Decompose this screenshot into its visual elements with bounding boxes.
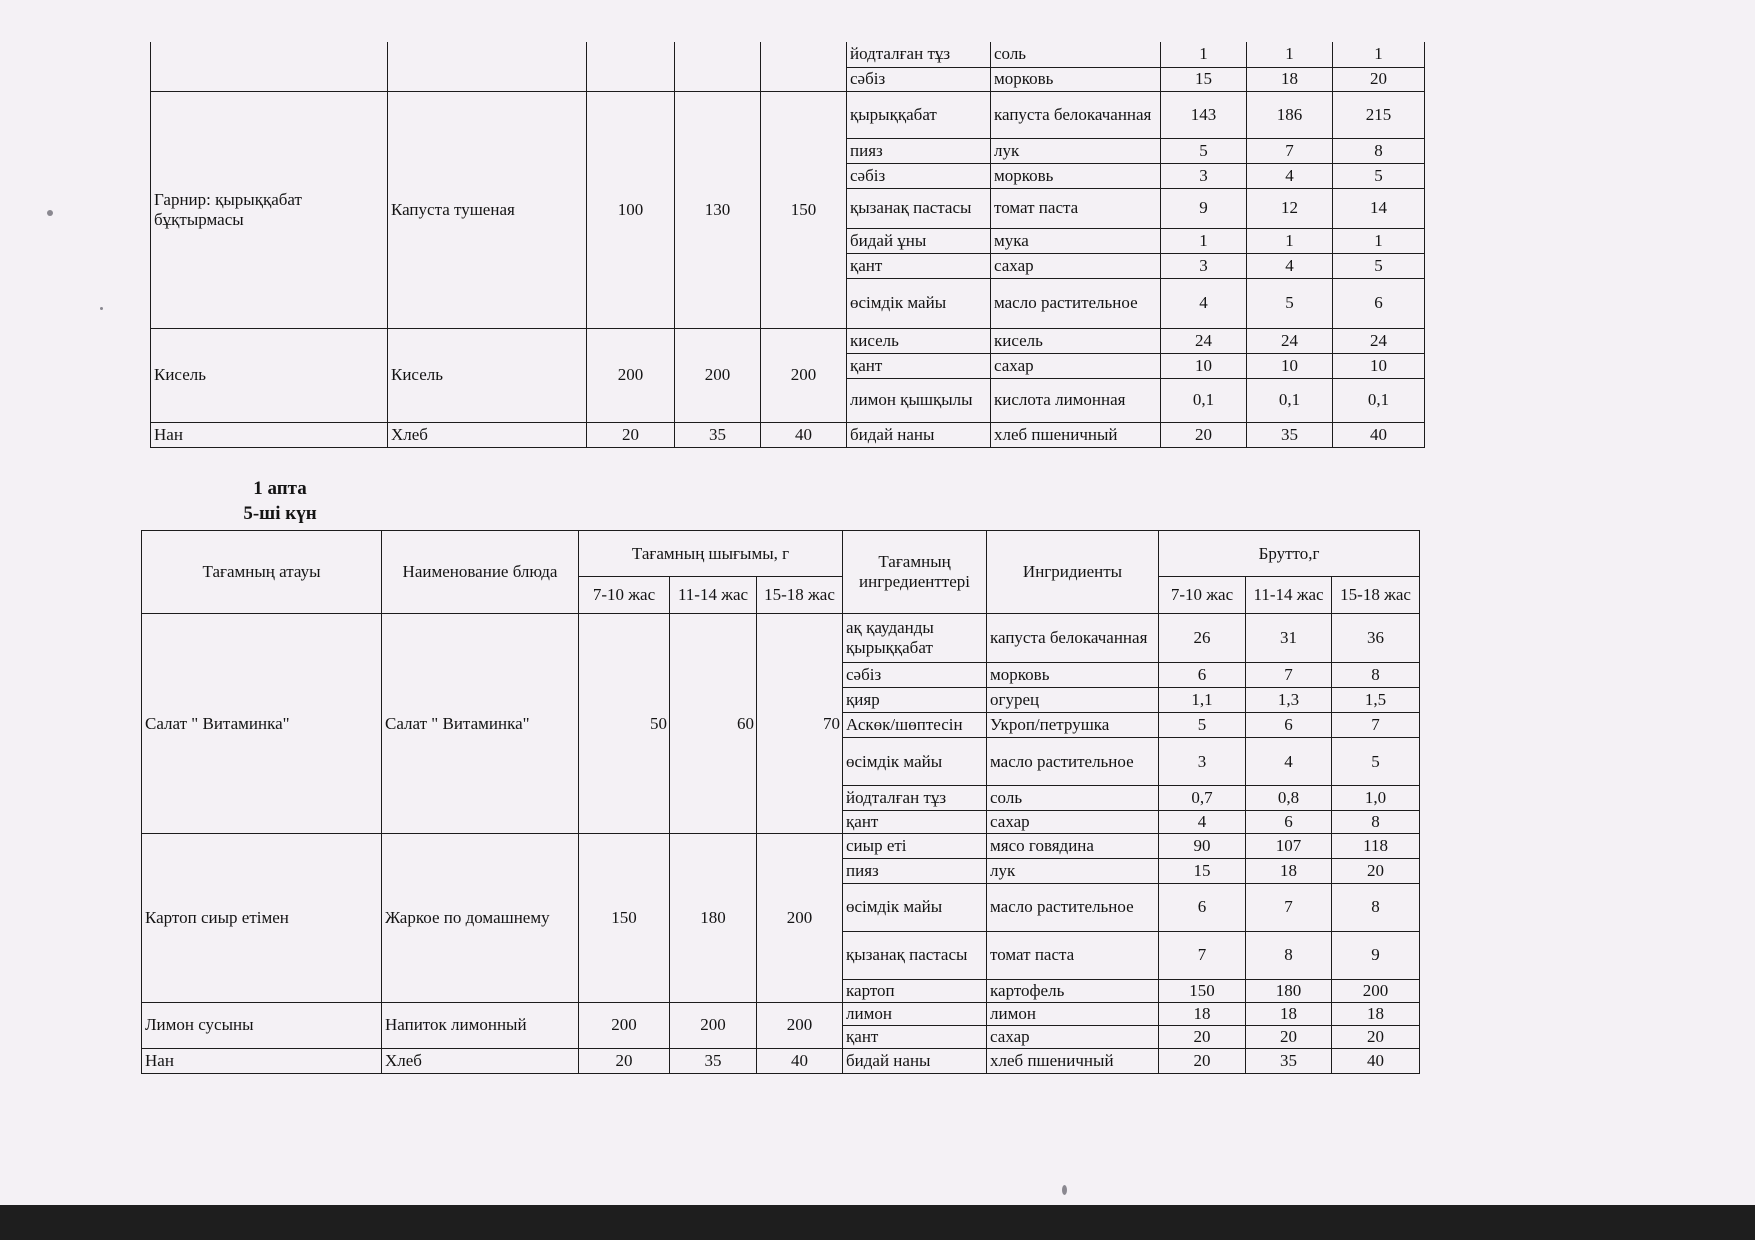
brutto-11-14: 186 — [1247, 91, 1333, 138]
output-7-10 — [587, 42, 675, 91]
brutto-15-18: 20 — [1332, 858, 1420, 883]
week-caption: 1 апта — [253, 478, 307, 499]
dish-name-ru: Хлеб — [382, 1048, 579, 1073]
header-output-age-11-14: 11-14 жас — [670, 577, 757, 614]
brutto-11-14: 7 — [1247, 138, 1333, 163]
brutto-7-10: 5 — [1161, 138, 1247, 163]
ingredient-kz: лимон қышқылы — [847, 378, 991, 422]
ingredient-ru: мясо говядина — [987, 833, 1159, 858]
table-row — [142, 833, 1420, 858]
ingredient-ru: морковь — [991, 163, 1161, 188]
brutto-7-10: 10 — [1161, 353, 1247, 378]
header-brutto-age-7-10: 7-10 жас — [1159, 577, 1246, 614]
brutto-15-18: 1,5 — [1332, 688, 1420, 713]
brutto-7-10: 7 — [1159, 931, 1246, 979]
ingredient-ru: лимон — [987, 1002, 1159, 1025]
brutto-15-18: 40 — [1332, 1048, 1420, 1073]
ingredient-kz: қияр — [843, 688, 987, 713]
ingredient-ru: сахар — [991, 253, 1161, 278]
brutto-11-14: 7 — [1246, 663, 1332, 688]
ingredient-kz: Аскөк/шөптесін — [843, 713, 987, 738]
ingredient-kz: йодталған тұз — [847, 42, 991, 67]
brutto-15-18: 118 — [1332, 833, 1420, 858]
brutto-15-18: 14 — [1333, 188, 1425, 228]
ingredient-ru: томат паста — [991, 188, 1161, 228]
ingredient-kz: бидай ұны — [847, 228, 991, 253]
brutto-7-10: 6 — [1159, 663, 1246, 688]
brutto-11-14: 0,8 — [1246, 786, 1332, 811]
brutto-7-10: 3 — [1161, 253, 1247, 278]
brutto-15-18: 5 — [1333, 163, 1425, 188]
brutto-11-14: 0,1 — [1247, 378, 1333, 422]
ingredient-kz: лимон — [843, 1002, 987, 1025]
dish-name-kz: Кисель — [151, 328, 388, 422]
dish-name-kz — [151, 42, 388, 91]
menu-table-day5 — [141, 530, 1420, 1074]
header-dish-ru: Наименование блюда — [382, 531, 579, 614]
brutto-11-14: 4 — [1246, 738, 1332, 786]
brutto-15-18: 1 — [1333, 228, 1425, 253]
brutto-15-18: 6 — [1333, 278, 1425, 328]
table-row — [151, 91, 1425, 138]
ingredient-ru: морковь — [987, 663, 1159, 688]
dish-name-ru: Напиток лимонный — [382, 1002, 579, 1048]
brutto-15-18: 8 — [1333, 138, 1425, 163]
ingredient-ru: сахар — [991, 353, 1161, 378]
brutto-11-14: 8 — [1246, 931, 1332, 979]
brutto-7-10: 4 — [1159, 811, 1246, 834]
brutto-15-18: 1 — [1333, 42, 1425, 67]
ingredient-ru: лук — [987, 858, 1159, 883]
ingredient-kz: қызанақ пастасы — [843, 931, 987, 979]
output-15-18: 40 — [757, 1048, 843, 1073]
output-11-14: 200 — [675, 328, 761, 422]
ingredient-ru: морковь — [991, 67, 1161, 91]
brutto-11-14: 6 — [1246, 713, 1332, 738]
dish-name-kz: Картоп сиыр етімен — [142, 833, 382, 1002]
dish-name-kz: Лимон сусыны — [142, 1002, 382, 1048]
brutto-7-10: 150 — [1159, 979, 1246, 1002]
ingredient-kz: қызанақ пастасы — [847, 188, 991, 228]
output-7-10: 150 — [579, 833, 670, 1002]
brutto-15-18: 18 — [1332, 1002, 1420, 1025]
brutto-11-14: 180 — [1246, 979, 1332, 1002]
brutto-15-18: 5 — [1332, 738, 1420, 786]
brutto-7-10: 0,1 — [1161, 378, 1247, 422]
output-7-10: 50 — [579, 614, 670, 834]
ingredient-ru: хлеб пшеничный — [987, 1048, 1159, 1073]
brutto-15-18: 0,1 — [1333, 378, 1425, 422]
brutto-7-10: 4 — [1161, 278, 1247, 328]
output-7-10: 200 — [587, 328, 675, 422]
ingredient-ru: кисель — [991, 328, 1161, 353]
ingredient-ru: хлеб пшеничный — [991, 422, 1161, 447]
output-15-18: 70 — [757, 614, 843, 834]
brutto-7-10: 20 — [1161, 422, 1247, 447]
output-11-14 — [675, 42, 761, 91]
header-brutto-age-15-18: 15-18 жас — [1332, 577, 1420, 614]
header-brutto: Брутто,г — [1159, 531, 1420, 577]
header-output-age-15-18: 15-18 жас — [757, 577, 843, 614]
output-7-10: 20 — [579, 1048, 670, 1073]
output-15-18: 150 — [761, 91, 847, 328]
ingredient-kz: пияз — [847, 138, 991, 163]
dish-name-kz: Салат " Витаминка" — [142, 614, 382, 834]
output-15-18: 200 — [757, 833, 843, 1002]
scan-edge-bar — [0, 1205, 1755, 1240]
table-row — [151, 422, 1425, 447]
ingredient-kz: қант — [847, 353, 991, 378]
table-row — [142, 1002, 1420, 1025]
ingredient-ru: кислота лимонная — [991, 378, 1161, 422]
ingredient-kz: бидай наны — [843, 1048, 987, 1073]
output-7-10: 20 — [587, 422, 675, 447]
ingredient-kz: сиыр еті — [843, 833, 987, 858]
table-row — [151, 42, 1425, 67]
ingredient-ru: сахар — [987, 811, 1159, 834]
brutto-15-18: 10 — [1333, 353, 1425, 378]
ingredient-ru: масло растительное — [987, 738, 1159, 786]
brutto-11-14: 10 — [1247, 353, 1333, 378]
table-row — [142, 614, 1420, 663]
ingredient-ru: соль — [991, 42, 1161, 67]
ingredient-ru: капуста белокачанная — [987, 614, 1159, 663]
brutto-11-14: 18 — [1246, 1002, 1332, 1025]
output-11-14: 35 — [670, 1048, 757, 1073]
brutto-15-18: 24 — [1333, 328, 1425, 353]
brutto-11-14: 1,3 — [1246, 688, 1332, 713]
brutto-11-14: 20 — [1246, 1025, 1332, 1048]
ingredient-kz: кисель — [847, 328, 991, 353]
brutto-7-10: 5 — [1159, 713, 1246, 738]
brutto-11-14: 12 — [1247, 188, 1333, 228]
ingredient-kz: ақ қауданды қырыққабат — [843, 614, 987, 663]
brutto-15-18: 20 — [1332, 1025, 1420, 1048]
brutto-7-10: 1 — [1161, 228, 1247, 253]
brutto-7-10: 15 — [1159, 858, 1246, 883]
dish-name-ru: Хлеб — [388, 422, 587, 447]
dish-name-kz: Гарнир: қырыққабат бұқтырмасы — [151, 91, 388, 328]
menu-table-continued — [150, 42, 1425, 448]
header-brutto-age-11-14: 11-14 жас — [1246, 577, 1332, 614]
ingredient-kz: өсімдік майы — [847, 278, 991, 328]
ingredient-ru: масло растительное — [987, 883, 1159, 931]
brutto-11-14: 1 — [1247, 42, 1333, 67]
brutto-7-10: 0,7 — [1159, 786, 1246, 811]
ingredient-ru: мука — [991, 228, 1161, 253]
brutto-7-10: 24 — [1161, 328, 1247, 353]
output-11-14: 35 — [675, 422, 761, 447]
dish-name-ru: Салат " Витаминка" — [382, 614, 579, 834]
brutto-15-18: 9 — [1332, 931, 1420, 979]
table-row — [142, 1048, 1420, 1073]
brutto-7-10: 1,1 — [1159, 688, 1246, 713]
brutto-11-14: 35 — [1247, 422, 1333, 447]
header-output-age-7-10: 7-10 жас — [579, 577, 670, 614]
brutto-11-14: 107 — [1246, 833, 1332, 858]
brutto-7-10: 18 — [1159, 1002, 1246, 1025]
header-dish-kz: Тағамның атауы — [142, 531, 382, 614]
ingredient-kz: бидай наны — [847, 422, 991, 447]
table-row — [151, 328, 1425, 353]
ingredient-kz: картоп — [843, 979, 987, 1002]
ingredient-ru: лук — [991, 138, 1161, 163]
scan-speck — [47, 210, 53, 216]
scan-speck — [1062, 1185, 1067, 1195]
ingredient-ru: картофель — [987, 979, 1159, 1002]
brutto-11-14: 5 — [1247, 278, 1333, 328]
brutto-15-18: 8 — [1332, 811, 1420, 834]
brutto-11-14: 31 — [1246, 614, 1332, 663]
brutto-7-10: 143 — [1161, 91, 1247, 138]
output-15-18: 40 — [761, 422, 847, 447]
output-7-10: 200 — [579, 1002, 670, 1048]
brutto-11-14: 18 — [1247, 67, 1333, 91]
ingredient-ru: соль — [987, 786, 1159, 811]
ingredient-ru: сахар — [987, 1025, 1159, 1048]
header-output: Тағамның шығымы, г — [579, 531, 843, 577]
day-caption: 5-ші күн — [243, 503, 317, 524]
header-row-top — [142, 531, 1420, 577]
brutto-11-14: 7 — [1246, 883, 1332, 931]
brutto-7-10: 20 — [1159, 1048, 1246, 1073]
brutto-7-10: 9 — [1161, 188, 1247, 228]
ingredient-kz: пияз — [843, 858, 987, 883]
output-15-18 — [761, 42, 847, 91]
ingredient-ru: огурец — [987, 688, 1159, 713]
ingredient-kz: сәбіз — [847, 67, 991, 91]
ingredient-ru: масло растительное — [991, 278, 1161, 328]
dish-name-kz: Нан — [151, 422, 388, 447]
dish-name-kz: Нан — [142, 1048, 382, 1073]
brutto-7-10: 3 — [1161, 163, 1247, 188]
dish-name-ru: Жаркое по домашнему — [382, 833, 579, 1002]
brutto-11-14: 18 — [1246, 858, 1332, 883]
ingredient-kz: қант — [843, 1025, 987, 1048]
brutto-7-10: 90 — [1159, 833, 1246, 858]
output-7-10: 100 — [587, 91, 675, 328]
brutto-11-14: 1 — [1247, 228, 1333, 253]
ingredient-ru: капуста белокачанная — [991, 91, 1161, 138]
brutto-7-10: 26 — [1159, 614, 1246, 663]
brutto-15-18: 200 — [1332, 979, 1420, 1002]
output-15-18: 200 — [761, 328, 847, 422]
brutto-7-10: 6 — [1159, 883, 1246, 931]
brutto-15-18: 8 — [1332, 883, 1420, 931]
ingredient-ru: Укроп/петрушка — [987, 713, 1159, 738]
output-11-14: 200 — [670, 1002, 757, 1048]
brutto-7-10: 20 — [1159, 1025, 1246, 1048]
dish-name-ru — [388, 42, 587, 91]
ingredient-kz: йодталған тұз — [843, 786, 987, 811]
brutto-11-14: 24 — [1247, 328, 1333, 353]
brutto-7-10: 1 — [1161, 42, 1247, 67]
brutto-15-18: 40 — [1333, 422, 1425, 447]
output-11-14: 60 — [670, 614, 757, 834]
ingredient-kz: қант — [847, 253, 991, 278]
brutto-15-18: 20 — [1333, 67, 1425, 91]
brutto-11-14: 4 — [1247, 253, 1333, 278]
ingredient-ru: томат паста — [987, 931, 1159, 979]
ingredient-kz: сәбіз — [843, 663, 987, 688]
ingredient-kz: қант — [843, 811, 987, 834]
brutto-15-18: 1,0 — [1332, 786, 1420, 811]
brutto-15-18: 215 — [1333, 91, 1425, 138]
brutto-11-14: 4 — [1247, 163, 1333, 188]
header-ingredients-ru: Ингридиенты — [987, 531, 1159, 614]
ingredient-kz: өсімдік майы — [843, 883, 987, 931]
brutto-7-10: 3 — [1159, 738, 1246, 786]
brutto-15-18: 5 — [1333, 253, 1425, 278]
brutto-15-18: 36 — [1332, 614, 1420, 663]
output-15-18: 200 — [757, 1002, 843, 1048]
brutto-11-14: 35 — [1246, 1048, 1332, 1073]
scan-speck — [100, 307, 103, 310]
output-11-14: 130 — [675, 91, 761, 328]
ingredient-kz: сәбіз — [847, 163, 991, 188]
header-ingredients-kz: Тағамның ингредиенттері — [843, 531, 987, 614]
ingredient-kz: өсімдік майы — [843, 738, 987, 786]
brutto-11-14: 6 — [1246, 811, 1332, 834]
ingredient-kz: қырыққабат — [847, 91, 991, 138]
dish-name-ru: Капуста тушеная — [388, 91, 587, 328]
brutto-7-10: 15 — [1161, 67, 1247, 91]
dish-name-ru: Кисель — [388, 328, 587, 422]
brutto-15-18: 8 — [1332, 663, 1420, 688]
output-11-14: 180 — [670, 833, 757, 1002]
brutto-15-18: 7 — [1332, 713, 1420, 738]
